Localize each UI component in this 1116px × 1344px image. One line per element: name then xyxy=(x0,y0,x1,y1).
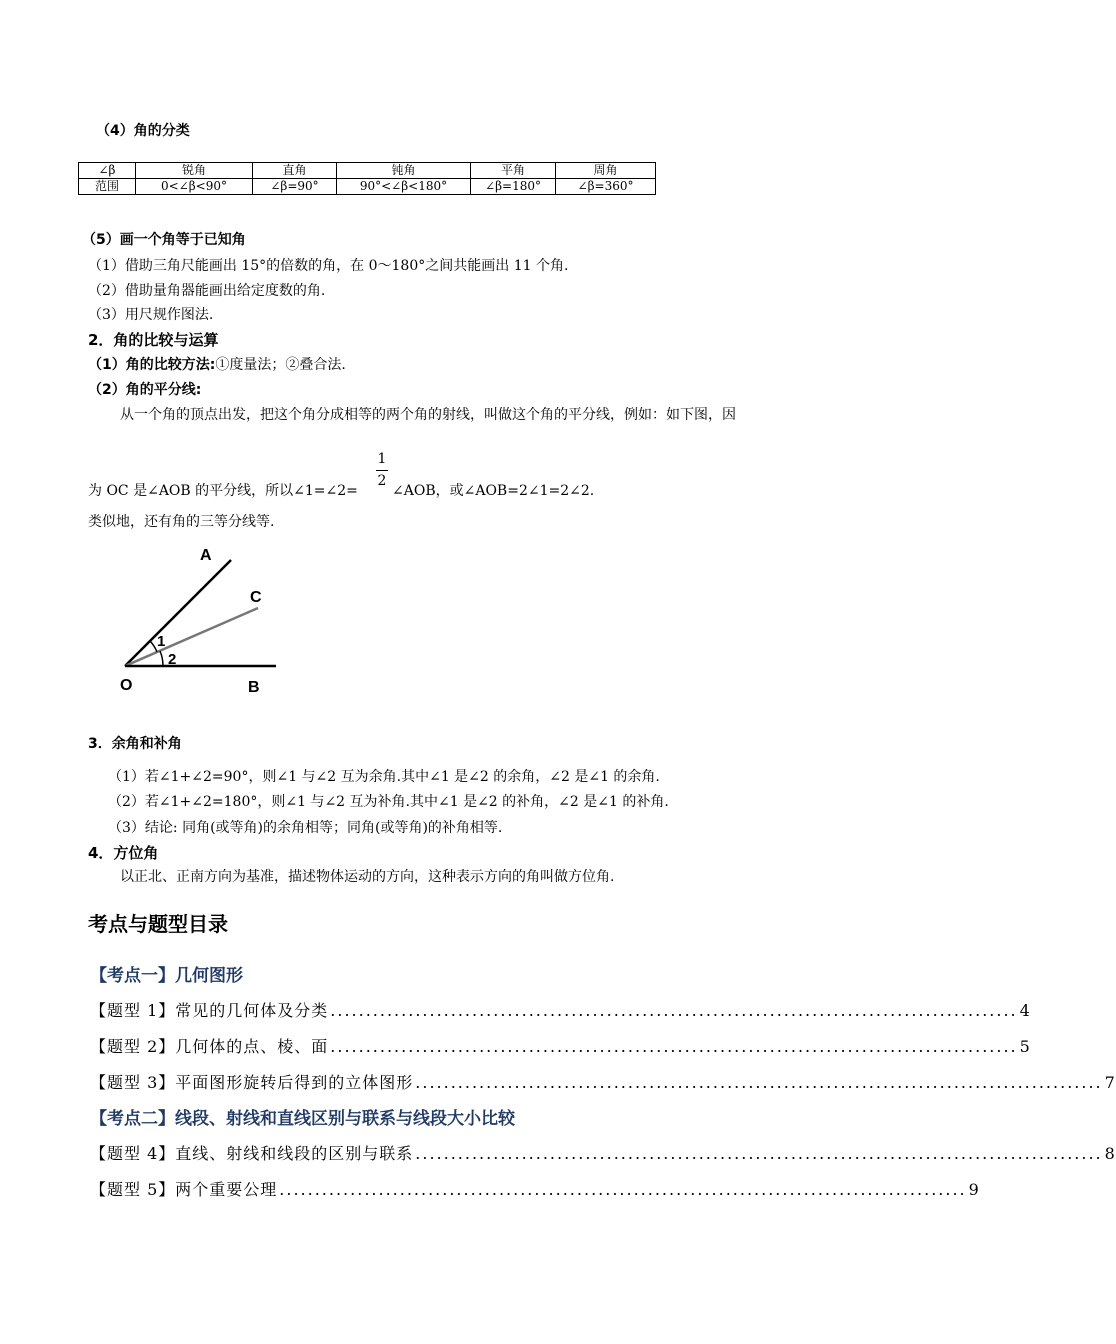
compare-method-label: （1）角的比较方法: xyxy=(88,357,216,373)
label-B: B xyxy=(248,679,260,696)
complement-item: （1）若∠1+∠2=90°，则∠1 与∠2 互为余角.其中∠1 是∠2 的余角，∠2 是∠1 的余角. xyxy=(108,769,660,785)
toc-entry-label: 【题型 4】直线、射线和线段的区别与联系 xyxy=(90,1144,414,1163)
toc-leader-dots: ................................................................................................. xyxy=(279,1180,967,1199)
fraction-denominator: 2 xyxy=(377,473,387,489)
toc-entry[interactable] xyxy=(90,998,1031,1021)
toc-entry[interactable] xyxy=(90,1141,1116,1164)
angle-classification-table xyxy=(78,162,656,195)
trisector-note: 类似地，还有角的三等分线等. xyxy=(88,514,275,530)
table-cell: ∠β=90° xyxy=(253,179,337,195)
toc-entry[interactable] xyxy=(90,1177,980,1200)
table-cell: ∠β xyxy=(79,163,136,179)
table-cell: 周角 xyxy=(556,163,656,179)
label-A: A xyxy=(200,547,212,564)
complement-item: （2）若∠1+∠2=180°，则∠1 与∠2 互为补角.其中∠1 是∠2 的补角，∠2 是∠1 的补角. xyxy=(108,794,669,810)
compare-method-text: ①度量法；②叠合法. xyxy=(215,357,346,373)
table-cell: 范围 xyxy=(79,179,136,195)
table-header-row xyxy=(79,163,656,179)
table-cell: 钝角 xyxy=(337,163,471,179)
angle-classification-heading: （4）角的分类 xyxy=(96,123,190,139)
table-cell: 平角 xyxy=(471,163,556,179)
complement-item: （3）结论: 同角(或等角)的余角相等；同角(或等角)的补角相等. xyxy=(108,820,503,836)
toc-entry[interactable] xyxy=(90,1034,1031,1057)
label-angle-1: 1 xyxy=(157,633,166,650)
toc-entry-page: 4 xyxy=(1019,1001,1031,1020)
label-angle-2: 2 xyxy=(168,651,177,668)
toc-leader-dots: ................................................................................................. xyxy=(415,1073,1103,1092)
fraction-numerator: 1 xyxy=(377,451,387,467)
label-O: O xyxy=(120,677,133,694)
toc-leader-dots: ................................................................................................. xyxy=(415,1144,1103,1163)
table-cell: 直角 xyxy=(253,163,337,179)
section-heading-compare: 2．角的比较与运算 xyxy=(88,331,219,349)
section-heading-complement: 3．余角和补角 xyxy=(88,736,182,752)
angle-2-arc xyxy=(160,651,163,666)
angle-1-arc xyxy=(150,641,157,652)
draw-angle-item: （3）用尺规作图法. xyxy=(88,307,214,323)
draw-angle-item: （2）借助量角器能画出给定度数的角. xyxy=(88,283,326,299)
one-half-fraction xyxy=(376,451,388,489)
toc-section-1[interactable]: 【考点一】几何图形 xyxy=(90,966,243,986)
toc-entry[interactable] xyxy=(90,1070,1116,1093)
table-cell: 90°<∠β<180° xyxy=(337,179,471,195)
draw-angle-heading: （5）画一个角等于已知角 xyxy=(82,232,246,248)
label-C: C xyxy=(250,589,262,606)
toc-entry-label: 【题型 3】平面图形旋转后得到的立体图形 xyxy=(90,1073,414,1092)
ray-OC xyxy=(125,608,258,666)
toc-title-text: 考点与题型目录 xyxy=(88,912,228,936)
compare-method-line xyxy=(88,354,346,374)
toc-entry-label: 【题型 2】几何体的点、棱、面 xyxy=(90,1037,329,1056)
toc-leader-dots: ................................................................................................. xyxy=(330,1037,1018,1056)
toc-entry-label: 【题型 1】常见的几何体及分类 xyxy=(90,1001,329,1020)
bisector-formula-suffix: ∠AOB，或∠AOB=2∠1=2∠2. xyxy=(392,483,595,499)
table-cell: 0<∠β<90° xyxy=(136,179,253,195)
angle-bisector-figure xyxy=(110,540,290,700)
table-cell: 锐角 xyxy=(136,163,253,179)
bisector-formula-prefix: 为 OC 是∠AOB 的平分线，所以∠1=∠2= xyxy=(88,483,358,499)
bisector-heading: （2）角的平分线: xyxy=(88,382,202,398)
toc-section-2[interactable]: 【考点二】线段、射线和直线区别与联系与线段大小比较 xyxy=(90,1109,515,1129)
toc-entry-label: 【题型 5】两个重要公理 xyxy=(90,1180,278,1199)
bisector-paragraph: 从一个角的顶点出发，把这个角分成相等的两个角的射线，叫做这个角的平分线，例如：如下图，因 xyxy=(120,407,736,423)
bearing-text: 以正北、正南方向为基准，描述物体运动的方向，这种表示方向的角叫做方位角. xyxy=(120,869,615,885)
section-heading-bearing: 4．方位角 xyxy=(88,844,159,862)
toc-leader-dots: ................................................................................................. xyxy=(330,1001,1018,1020)
toc-entry-page: 9 xyxy=(968,1180,980,1199)
table-cell: ∠β=360° xyxy=(556,179,656,195)
toc-entry-page: 7 xyxy=(1104,1073,1116,1092)
toc-entry-page: 8 xyxy=(1104,1144,1116,1163)
toc-entry-page: 5 xyxy=(1019,1037,1031,1056)
draw-angle-item: （1）借助三角尺能画出 15°的倍数的角，在 0～180°之间共能画出 11 个角. xyxy=(88,258,569,274)
ray-OA xyxy=(125,560,231,666)
table-cell: ∠β=180° xyxy=(471,179,556,195)
fraction-bar xyxy=(376,470,388,471)
table-row xyxy=(79,179,656,195)
toc-title xyxy=(88,908,228,937)
